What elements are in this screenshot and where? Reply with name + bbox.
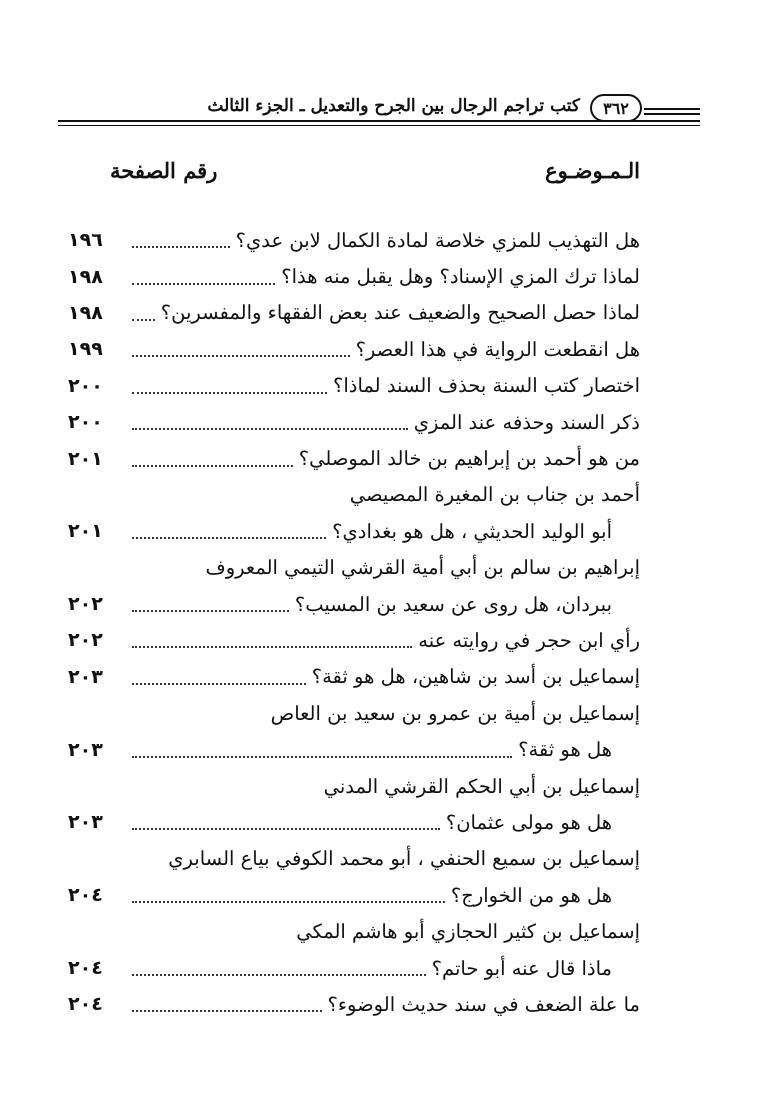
dot-leader xyxy=(132,754,512,758)
dot-leader xyxy=(132,281,275,285)
toc-entry-text: إسماعيل بن كثير الحجازي أبو هاشم المكي xyxy=(296,920,640,944)
toc-entry-page: ٢٠٤ xyxy=(68,884,103,907)
toc-entry-text: إبراهيم بن سالم بن أبي أمية القرشي التيمي المعروف xyxy=(205,556,640,580)
dot-leader xyxy=(132,608,289,612)
dot-leader xyxy=(132,535,326,539)
header-title: كتب تراجم الرجال بين الجرح والتعديل ـ الجزء الثالث xyxy=(207,96,580,116)
dot-leader xyxy=(132,899,445,903)
toc-entry xyxy=(68,477,640,513)
dot-leader xyxy=(132,972,426,976)
toc-entries xyxy=(68,222,640,1023)
toc-entry-page: ٢٠٤ xyxy=(68,957,103,979)
toc-entry-page: ١٩٨ xyxy=(68,301,103,324)
toc-entry-page: ٢٠٣ xyxy=(68,738,103,761)
toc-entry-text: لماذا ترك المزي الإسناد؟ وهل يقبل منه هذا؟ xyxy=(281,265,640,289)
toc-entry xyxy=(68,222,640,258)
toc-entry-text: ببردان، هل روى عن سعيد بن المسيب؟ xyxy=(294,592,612,616)
header-rule-right xyxy=(644,108,700,115)
toc-entry-text: هل هو من الخوارج؟ xyxy=(450,883,612,907)
dot-leader xyxy=(132,353,350,357)
toc-entry xyxy=(68,841,640,877)
toc-entry xyxy=(68,258,640,294)
toc-entry xyxy=(68,550,640,586)
dot-leader xyxy=(132,463,293,467)
toc-entry xyxy=(68,877,640,913)
dot-leader xyxy=(132,826,440,830)
toc-entry-page: ٢٠٠ xyxy=(68,374,103,397)
toc-entry-page: ١٩٨ xyxy=(68,265,103,288)
toc-entry xyxy=(68,950,640,986)
dot-leader xyxy=(132,244,230,248)
toc-entry-text: لماذا حصل الصحيح والضعيف عند بعض الفقهاء والمفسرين؟ xyxy=(160,301,640,325)
toc-entry xyxy=(68,331,640,367)
toc-entry xyxy=(68,986,640,1022)
toc-entry-text: إسماعيل بن أمية بن عمرو بن سعيد بن العاص xyxy=(270,701,640,725)
toc-entry-page: ٢٠١ xyxy=(68,447,103,470)
toc-entry xyxy=(68,768,640,804)
toc-entry xyxy=(68,368,640,404)
column-heading-page: رقم الصفحة xyxy=(110,158,218,183)
toc-entry xyxy=(68,695,640,731)
dot-leader xyxy=(132,317,155,321)
toc-entry-text: ذكر السند وحذفه عند المزي xyxy=(413,410,640,434)
toc-entry-page: ٢٠٢ xyxy=(68,593,103,616)
toc-entry-text: إسماعيل بن أبي الحكم القرشي المدني xyxy=(323,774,640,798)
toc-entry-text: هل هو ثقة؟ xyxy=(518,738,612,762)
toc-entry-text: أحمد بن جناب بن المغيرة المصيصي xyxy=(349,483,640,507)
toc-entry-page: ٢٠٣ xyxy=(68,665,103,688)
toc-entry-text: إسماعيل بن سميع الحنفي ، أبو محمد الكوفي بياع السابري xyxy=(168,847,640,871)
toc-entry-page: ٢٠٠ xyxy=(68,411,103,434)
toc-entry xyxy=(68,440,640,476)
toc-entry-text: رأي ابن حجر في روايته عنه xyxy=(418,628,640,652)
toc-entry-text: ما علة الضعف في سند حديث الوضوء؟ xyxy=(327,992,640,1016)
dot-leader xyxy=(132,644,412,648)
toc-entry-page: ٢٠٣ xyxy=(68,811,103,834)
toc-entry xyxy=(68,295,640,331)
toc-entry-text: من هو أحمد بن إبراهيم بن خالد الموصلي؟ xyxy=(298,447,640,471)
dot-leader xyxy=(132,390,327,394)
page-number-badge: ٣٦٢ xyxy=(590,94,642,122)
toc-entry-text: اختصار كتب السنة بحذف السند لماذا؟ xyxy=(333,374,640,398)
toc-entry-text: أبو الوليد الحديثي ، هل هو بغدادي؟ xyxy=(332,519,612,543)
toc-entry-text: هل التهذيب للمزي خلاصة لمادة الكمال لابن عدي؟ xyxy=(235,228,640,252)
dot-leader xyxy=(132,1008,322,1012)
toc-entry xyxy=(68,513,640,549)
toc-entry-page: ١٩٦ xyxy=(68,229,103,252)
toc-entry xyxy=(68,804,640,840)
toc-entry-page: ٢٠٢ xyxy=(68,629,103,652)
toc-entry xyxy=(68,404,640,440)
toc-entry-text: ماذا قال عنه أبو حاتم؟ xyxy=(431,956,612,980)
dot-leader xyxy=(132,426,408,430)
running-header xyxy=(58,94,700,130)
dot-leader xyxy=(132,681,306,685)
toc-entry xyxy=(68,913,640,949)
toc-entry xyxy=(68,731,640,767)
column-heading-topic: الـمـوضـوع xyxy=(545,158,640,183)
toc-entry-page: ٢٠١ xyxy=(68,520,103,543)
toc-entry-page: ١٩٩ xyxy=(68,338,103,361)
toc-entry-text: إسماعيل بن أسد بن شاهين، هل هو ثقة؟ xyxy=(311,665,640,689)
toc-entry xyxy=(68,586,640,622)
toc-entry-page: ٢٠٤ xyxy=(68,993,103,1016)
toc-entry-text: هل هو مولى عثمان؟ xyxy=(445,810,612,834)
toc-entry xyxy=(68,659,640,695)
toc-entry-text: هل انقطعت الرواية في هذا العصر؟ xyxy=(355,337,640,361)
toc-entry xyxy=(68,622,640,658)
